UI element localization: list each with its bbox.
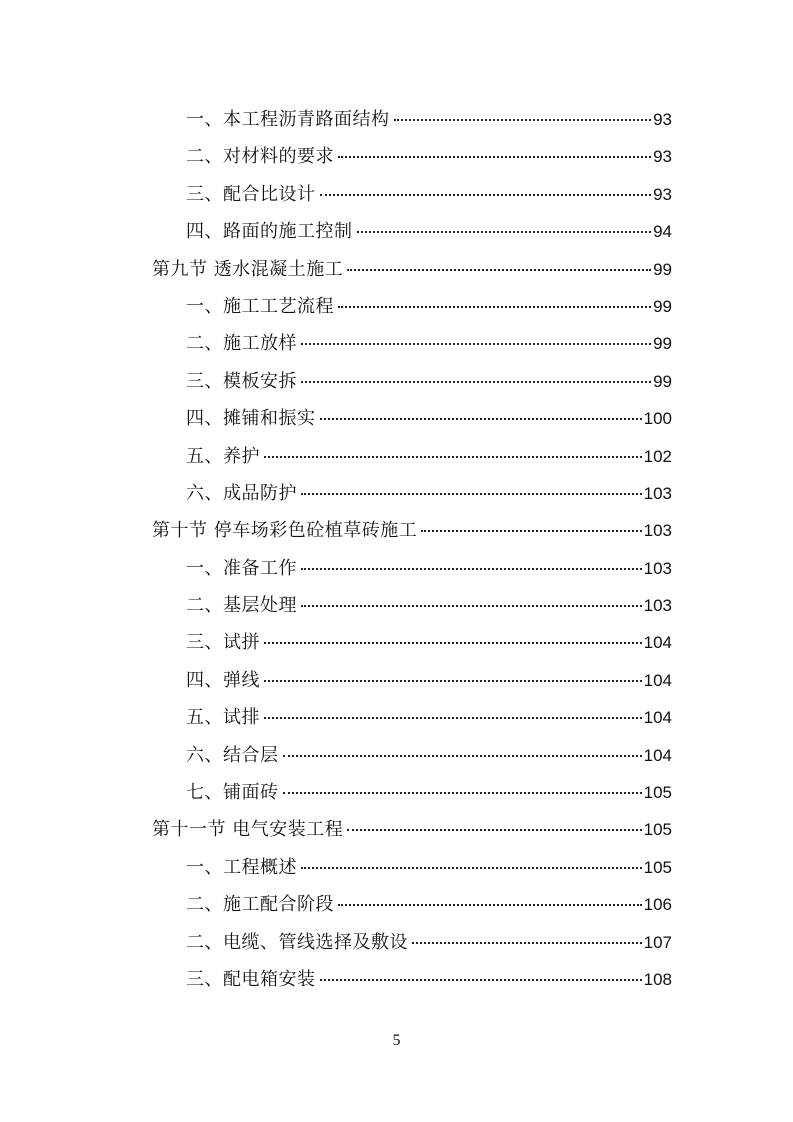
dot-leader (320, 194, 652, 196)
toc-entry[interactable] (152, 138, 672, 175)
toc-entry-page: 100 (643, 409, 672, 429)
toc-entry-title: 二、基层处理 (186, 595, 297, 617)
toc-entry-title: 七、铺面砖 (186, 782, 279, 804)
toc-entry-page: 99 (653, 371, 672, 391)
dot-leader (394, 119, 652, 121)
toc-entry-title: 一、准备工作 (186, 557, 297, 579)
toc-entry[interactable] (152, 849, 672, 886)
toc-entry-page: 105 (643, 820, 672, 840)
dot-leader (283, 755, 642, 757)
toc-entry[interactable] (152, 363, 672, 400)
toc-entry-title: 三、配电箱安装 (186, 968, 316, 990)
dot-leader (357, 231, 652, 233)
toc-entry-title: 三、配合比设计 (186, 183, 316, 205)
dot-leader (264, 642, 642, 644)
toc-entry-title: 五、试排 (186, 707, 260, 729)
toc-entry[interactable] (152, 325, 672, 362)
dot-leader (421, 530, 641, 532)
toc-entry-title: 五、养护 (186, 445, 260, 467)
toc-entry-page: 104 (643, 633, 672, 653)
toc-entry-title: 二、施工配合阶段 (186, 894, 334, 916)
toc-entry[interactable] (152, 475, 672, 512)
toc-entry-page: 93 (653, 110, 672, 129)
toc-entry-page: 93 (653, 147, 672, 167)
toc-entry-page: 103 (643, 558, 672, 578)
toc-entry-title: 第九节 透水混凝土施工 (152, 258, 344, 280)
toc-entry[interactable] (152, 587, 672, 624)
toc-entry-title: 第十一节 电气安装工程 (152, 819, 344, 841)
toc-entry-page: 103 (643, 521, 672, 541)
dot-leader (301, 381, 651, 383)
toc-entry-title: 四、弹线 (186, 669, 260, 691)
toc-entry[interactable] (152, 624, 672, 661)
dot-leader (347, 829, 641, 831)
toc-entry[interactable] (152, 924, 672, 961)
toc-entry-page: 103 (643, 596, 672, 616)
toc-section-entry[interactable] (152, 811, 672, 848)
toc-entry-page: 107 (643, 932, 672, 952)
toc-entry-page: 99 (653, 296, 672, 316)
toc-entry-page: 104 (643, 670, 672, 690)
toc-entry[interactable] (152, 288, 672, 325)
toc-entry-page: 94 (653, 222, 672, 242)
dot-leader (301, 493, 642, 495)
toc-entry[interactable] (152, 213, 672, 250)
toc-entry[interactable] (152, 438, 672, 475)
toc-entry-page: 99 (653, 334, 672, 354)
dot-leader (320, 979, 642, 981)
toc-entry-title: 二、电缆、管线选择及敷设 (186, 931, 408, 953)
toc-entry[interactable] (152, 961, 672, 998)
toc-entry[interactable] (152, 737, 672, 774)
toc-entry-page: 103 (643, 483, 672, 503)
dot-leader (347, 269, 651, 271)
toc-entry[interactable] (152, 101, 672, 138)
toc-entry[interactable] (152, 400, 672, 437)
toc-entry-title: 三、模板安拆 (186, 370, 297, 392)
dot-leader (264, 717, 642, 719)
dot-leader (264, 680, 642, 682)
toc-entry[interactable] (152, 886, 672, 923)
dot-leader (301, 867, 642, 869)
toc-entry-title: 二、对材料的要求 (186, 146, 334, 168)
toc-entry[interactable] (152, 176, 672, 213)
toc-entry-title: 一、工程概述 (186, 856, 297, 878)
toc-entry-page: 99 (653, 259, 672, 279)
page-number: 5 (392, 1032, 401, 1049)
toc-section-entry[interactable] (152, 512, 672, 549)
dot-leader (301, 343, 651, 345)
toc-entry-title: 第十节 停车场彩色砼植草砖施工 (152, 520, 418, 542)
dot-leader (412, 942, 642, 944)
toc-entry-page: 93 (653, 184, 672, 204)
toc-entry[interactable] (152, 699, 672, 736)
toc-entry[interactable] (152, 662, 672, 699)
toc-entry-page: 102 (643, 446, 672, 466)
dot-leader (264, 456, 642, 458)
dot-leader (283, 792, 642, 794)
dot-leader (301, 605, 642, 607)
toc-entry-title: 四、路面的施工控制 (186, 221, 353, 243)
dot-leader (320, 418, 642, 420)
toc-entry-title: 三、试拼 (186, 632, 260, 654)
toc-entry-title: 四、摊铺和振实 (186, 408, 316, 430)
toc-entry-page: 106 (643, 895, 672, 915)
dot-leader (301, 568, 642, 570)
toc-entry-title: 一、施工工艺流程 (186, 295, 334, 317)
toc-section-entry[interactable] (152, 251, 672, 288)
toc-entry-page: 104 (643, 708, 672, 728)
dot-leader (338, 156, 651, 158)
toc-entry-title: 六、结合层 (186, 744, 279, 766)
toc-entry-title: 六、成品防护 (186, 482, 297, 504)
table-of-contents (152, 101, 672, 998)
toc-entry[interactable] (152, 774, 672, 811)
toc-entry-page: 105 (643, 783, 672, 803)
toc-entry-page: 104 (643, 745, 672, 765)
toc-entry-page: 108 (643, 969, 672, 989)
toc-entry-title: 二、施工放样 (186, 333, 297, 355)
toc-entry[interactable] (152, 550, 672, 587)
toc-entry-title: 一、本工程沥青路面结构 (186, 109, 390, 130)
dot-leader (338, 306, 651, 308)
toc-entry-page: 105 (643, 857, 672, 877)
dot-leader (338, 904, 642, 906)
